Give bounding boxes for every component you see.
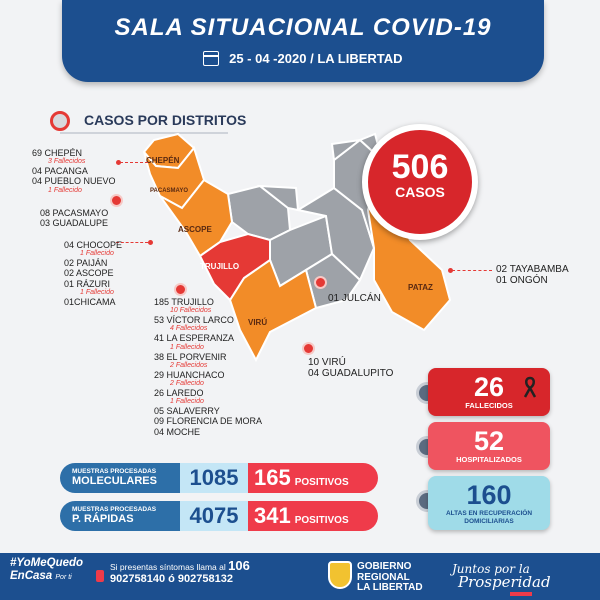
deaths-huanchaco: 2 Fallecido bbox=[170, 380, 204, 388]
district-ascope: 02 ASCOPE bbox=[64, 268, 114, 279]
district-trujillo: 185 TRUJILLO bbox=[154, 297, 214, 307]
list-chepen bbox=[32, 148, 116, 195]
phone-numbers: 902758140 ó 902758132 bbox=[110, 573, 233, 585]
total-cases-badge bbox=[362, 124, 478, 240]
lab-moleculares-total: 1085 bbox=[180, 463, 248, 493]
list-pacasmayo bbox=[40, 208, 108, 228]
connector-dot-ascope bbox=[148, 240, 153, 245]
hashtag-line1: #YoMeQuedo bbox=[10, 557, 84, 569]
slogan-ribbon-icon bbox=[510, 592, 532, 596]
marker-pacasmayo bbox=[110, 194, 123, 207]
lab-moleculares-big: MOLECULARES bbox=[72, 475, 157, 487]
map-label-pacasmayo: PACASMAYO bbox=[150, 188, 189, 194]
marker-viru bbox=[302, 342, 315, 355]
district-el-porvenir: 38 EL PORVENIR bbox=[154, 351, 227, 362]
region-name: LA LIBERTAD bbox=[317, 51, 403, 66]
phone-info bbox=[110, 560, 250, 585]
district-laredo: 26 LAREDO bbox=[154, 388, 204, 399]
lab-moleculares-positivos-label: POSITIVOS bbox=[294, 477, 349, 488]
stat-altas bbox=[428, 476, 550, 530]
header-banner bbox=[62, 0, 544, 82]
map-label-chepen: CHEPÉN bbox=[146, 156, 180, 165]
district-florencia-de-mora: 09 FLORENCIA DE MORA bbox=[154, 416, 263, 427]
deaths-chocope: 1 Fallecido bbox=[80, 250, 114, 258]
map-label-ascope: ASCOPE bbox=[178, 225, 212, 234]
total-cases-label: CASOS bbox=[395, 184, 445, 200]
lab-rapidas-positivos-label: POSITIVOS bbox=[294, 515, 349, 526]
district-chicama: 01CHICAMA bbox=[64, 296, 116, 307]
hashtag-sub: Por ti bbox=[55, 574, 72, 581]
lab-rapidas-label bbox=[60, 501, 180, 531]
page-title: SALA SITUACIONAL COVID-19 bbox=[114, 14, 492, 41]
deaths-pueblo-nuevo: 1 Fallecido bbox=[48, 186, 82, 194]
stat-altas-number: 160 bbox=[466, 480, 512, 510]
date-separator: / bbox=[310, 51, 314, 66]
phone-icon bbox=[96, 570, 104, 582]
hashtag-block bbox=[0, 557, 88, 593]
lab-rapidas-big: P. RÁPIDAS bbox=[72, 513, 134, 525]
district-chocope: 04 CHOCOPE bbox=[64, 240, 123, 250]
hashtag-line2: EnCasa Por ti bbox=[10, 570, 72, 582]
district-tayabamba: 02 TAYABAMBA bbox=[496, 264, 569, 275]
deaths-la-esperanza: 1 Fallecido bbox=[170, 343, 204, 351]
stat-hospitalizados-number: 52 bbox=[473, 426, 505, 456]
list-pataz bbox=[496, 264, 569, 286]
district-pueblo-nuevo: 04 PUEBLO NUEVO bbox=[32, 176, 116, 187]
lab-moleculares-positivos bbox=[248, 463, 378, 493]
lab-rapidas-total: 4075 bbox=[180, 501, 248, 531]
district-huanchaco: 29 HUANCHACO bbox=[154, 369, 225, 380]
map-label-viru: VIRÚ bbox=[248, 318, 268, 327]
deaths-trujillo: 10 Fallecidos bbox=[170, 307, 212, 315]
stat-fallecidos-label: FALLECIDOS bbox=[465, 401, 513, 410]
date-row bbox=[62, 51, 544, 66]
total-cases-number: 506 bbox=[391, 148, 449, 186]
slogan-line1: Juntos por la bbox=[452, 562, 530, 576]
stat-hospitalizados bbox=[428, 422, 550, 470]
deaths-laredo: 1 Fallecido bbox=[170, 398, 204, 406]
slogan-logo bbox=[452, 563, 551, 589]
district-victor-larco: 53 VÍCTOR LARCO bbox=[154, 315, 234, 326]
district-paijan: 02 PAIJÁN bbox=[64, 258, 108, 269]
district-viru: 10 VIRÚ bbox=[308, 357, 346, 368]
slogan-line2: Prosperidad bbox=[458, 573, 551, 591]
district-pacasmayo: 08 PACASMAYO bbox=[40, 208, 109, 218]
mourning-ribbon-icon bbox=[522, 376, 538, 398]
gov-line1: GOBIERNO bbox=[357, 561, 412, 572]
regional-crest-icon bbox=[328, 561, 352, 589]
stat-hospitalizados-label: HOSPITALIZADOS bbox=[456, 455, 522, 464]
district-ongon: 01 ONGÓN bbox=[496, 275, 548, 286]
gov-logo-text bbox=[357, 562, 423, 594]
marker-julcan bbox=[314, 276, 327, 289]
section-bullet-icon bbox=[50, 111, 70, 131]
deaths-victor-larco: 4 Fallecidos bbox=[170, 325, 208, 333]
lab-moleculares-small: MUESTRAS PROCESADAS bbox=[72, 468, 157, 475]
lab-rapidas-positivos bbox=[248, 501, 378, 531]
report-date: 25 - 04 -2020 bbox=[229, 51, 307, 66]
district-guadalupe: 03 GUADALUPE bbox=[40, 218, 109, 229]
connector-line-chepen bbox=[120, 162, 148, 163]
district-pacanga: 04 PACANGA bbox=[32, 166, 88, 177]
map-label-trujillo: TRUJILLO bbox=[200, 262, 240, 271]
deaths-el-porvenir: 2 Fallecidos bbox=[170, 361, 208, 369]
district-la-esperanza: 41 LA ESPERANZA bbox=[154, 333, 235, 344]
connector-line-pataz bbox=[452, 270, 492, 271]
district-julcan: 01 JULCÁN bbox=[328, 293, 381, 304]
district-moche: 04 MOCHE bbox=[154, 426, 201, 437]
district-salaverry: 05 SALAVERRY bbox=[154, 406, 220, 417]
deaths-chepen: 3 Fallecidos bbox=[48, 158, 86, 166]
lab-moleculares-label bbox=[60, 463, 180, 493]
gov-line3: LA LIBERTAD bbox=[357, 582, 423, 593]
district-razuri: 01 RÁZURI bbox=[64, 278, 111, 289]
marker-trujillo bbox=[174, 283, 187, 296]
district-chepen: 69 CHEPÉN bbox=[32, 148, 83, 158]
list-ascope bbox=[64, 240, 122, 307]
gov-line2: REGIONAL bbox=[357, 571, 410, 583]
lab-moleculares-positivos-number: 165 bbox=[254, 465, 291, 490]
list-julcan bbox=[328, 294, 381, 304]
district-guadalupito: 04 GUADALUPITO bbox=[308, 368, 394, 379]
section-title: CASOS POR DISTRITOS bbox=[84, 112, 247, 128]
stat-fallecidos-number: 26 bbox=[473, 372, 505, 402]
stat-altas-label: ALTAS EN RECUPERACIÓN DOMICILIARIAS bbox=[445, 510, 533, 525]
lab-rapidas-positivos-number: 341 bbox=[254, 503, 291, 528]
calendar-icon bbox=[203, 51, 219, 66]
list-viru bbox=[308, 357, 393, 379]
lab-rapidas-small: MUESTRAS PROCESADAS bbox=[72, 506, 157, 513]
list-trujillo bbox=[154, 297, 262, 437]
deaths-razuri: 1 Fallecido bbox=[80, 288, 114, 296]
phone-short: 106 bbox=[228, 558, 250, 573]
phone-text: Si presentas síntomas llama al bbox=[110, 562, 226, 572]
map-label-pataz: PATAZ bbox=[408, 283, 433, 292]
